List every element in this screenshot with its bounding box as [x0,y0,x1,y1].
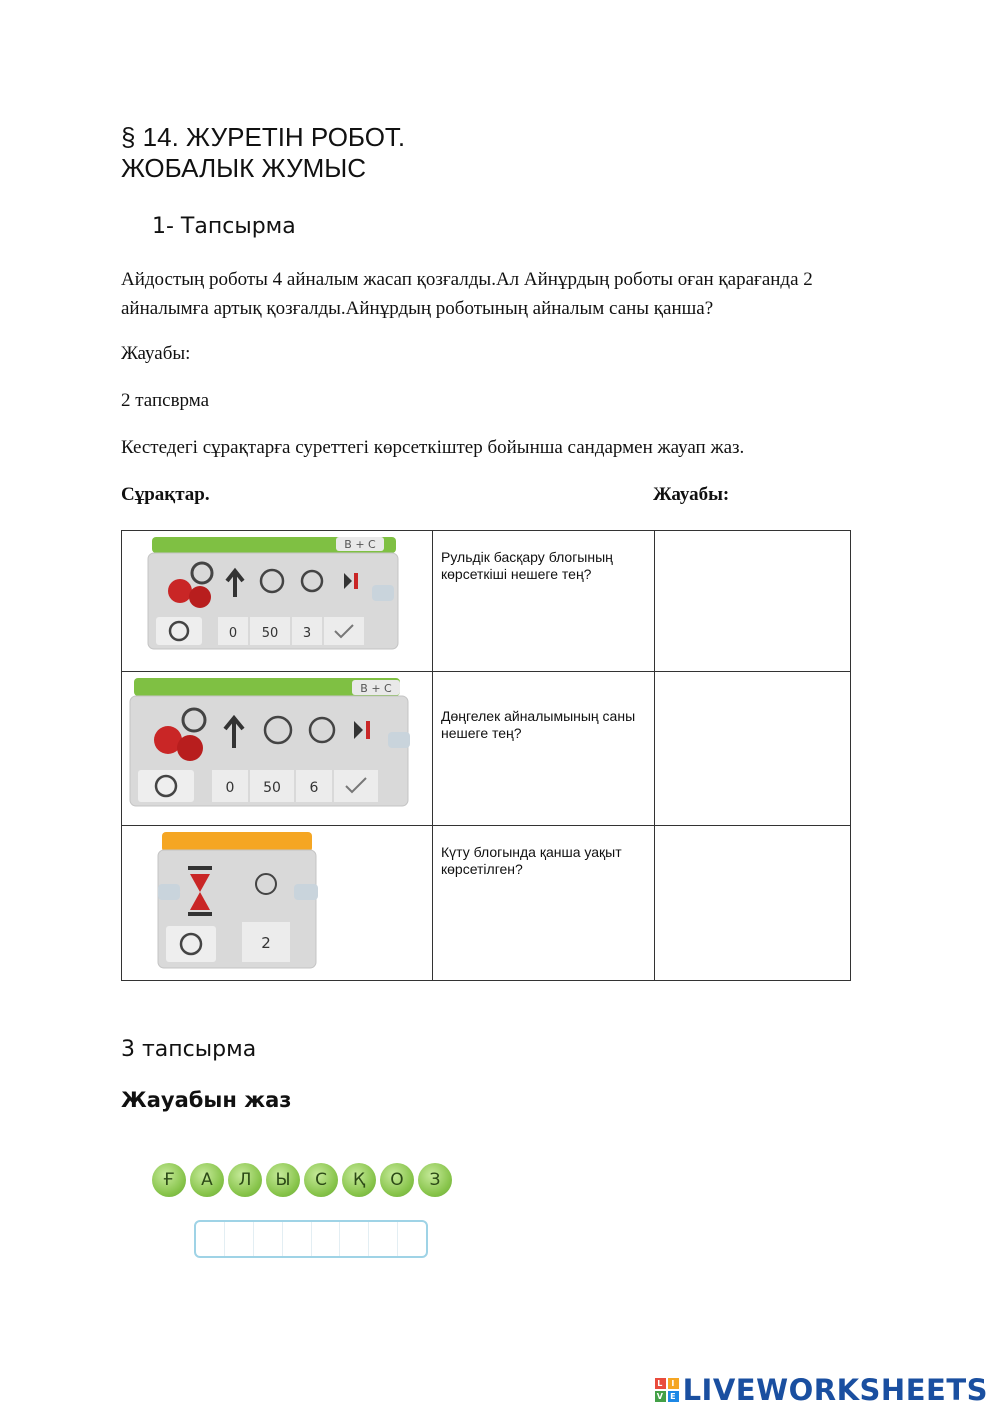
block-value: 2 [261,934,271,952]
table-row [122,672,851,826]
port-label: B + C [344,538,376,551]
letter-ball[interactable]: Қ [342,1163,376,1197]
letter-slot[interactable] [196,1222,225,1256]
wait-block-image [122,826,433,981]
page-title [121,122,405,184]
table-row [122,826,851,981]
task1-heading: 1- Тапсырма [152,214,296,239]
task3-instruction: Жауабын жаз [121,1088,292,1112]
page-title-line1: § 14. ЖУРЕТІН РОБОТ. [121,122,406,152]
move-steering-block-image [122,672,433,826]
task2-heading: 2 тапсврма [121,390,210,411]
block-value: 0 [228,626,238,641]
question-text: Күту блогында қанша уақыт көрсетілген? [433,826,655,981]
move-steering-block-icon [122,672,432,820]
letter-slot[interactable] [283,1222,312,1256]
letter-ball[interactable]: А [190,1163,224,1197]
move-steering-block-icon [122,531,432,666]
questions-header: Сұрақтар. [121,484,210,505]
task1-answer-label: Жауабы: [121,343,191,364]
answer-field[interactable] [655,672,851,826]
page-title-line2: ЖОБАЛЫК ЖУМЫС [121,153,367,183]
question-text: Дөңгелек айналымының саны нешеге тең? [433,672,655,826]
question-text: Рульдік басқару блогының көрсеткіші нешеге тең? [433,531,655,672]
letter-balls [152,1163,452,1197]
logo-grid-letter: I [668,1378,679,1389]
letter-ball[interactable]: Л [228,1163,262,1197]
letter-slot[interactable] [254,1222,283,1256]
logo-text: LIVEWORKSHEETS [682,1373,988,1407]
block-value: 50 [263,780,281,796]
word-answer-input[interactable] [194,1220,428,1258]
task1-text: Айдостың роботы 4 айналым жасап қозғалды.Ал Айнұрдың роботы оған қарағанда 2 айналымға артық қозғалды.Айнұрдың роботының айналым саны қанша? [121,269,813,319]
table-row [122,531,851,672]
letter-slot[interactable] [369,1222,398,1256]
logo-grid-letter: V [655,1391,666,1402]
port-label: B + C [360,682,392,695]
move-steering-block-image [122,531,433,672]
logo-grid-letter: L [655,1378,666,1389]
task2-instruction: Кестедегі сұрақтарға суреттегі көрсеткіштер бойынша сандармен жауап жаз. [121,437,745,458]
answer-field[interactable] [655,531,851,672]
questions-table [121,530,851,981]
logo-grid-icon [655,1378,679,1402]
block-value: 6 [309,780,319,796]
block-value: 3 [302,626,312,641]
letter-ball[interactable]: З [418,1163,452,1197]
liveworksheets-logo[interactable] [655,1373,988,1407]
block-value: 50 [261,626,279,641]
letter-slot[interactable] [398,1222,426,1256]
letter-ball[interactable]: О [380,1163,414,1197]
letter-slot[interactable] [225,1222,254,1256]
letter-slot[interactable] [312,1222,341,1256]
letter-slot[interactable] [340,1222,369,1256]
block-value: 0 [225,780,235,796]
answer-field[interactable] [655,826,851,981]
letter-ball[interactable]: С [304,1163,338,1197]
logo-grid-letter: E [668,1391,679,1402]
letter-ball[interactable]: Ғ [152,1163,186,1197]
letter-ball[interactable]: Ы [266,1163,300,1197]
task3-heading: 3 тапсырма [121,1037,257,1062]
answers-header: Жауабы: [653,484,730,505]
wait-block-icon [122,826,432,975]
